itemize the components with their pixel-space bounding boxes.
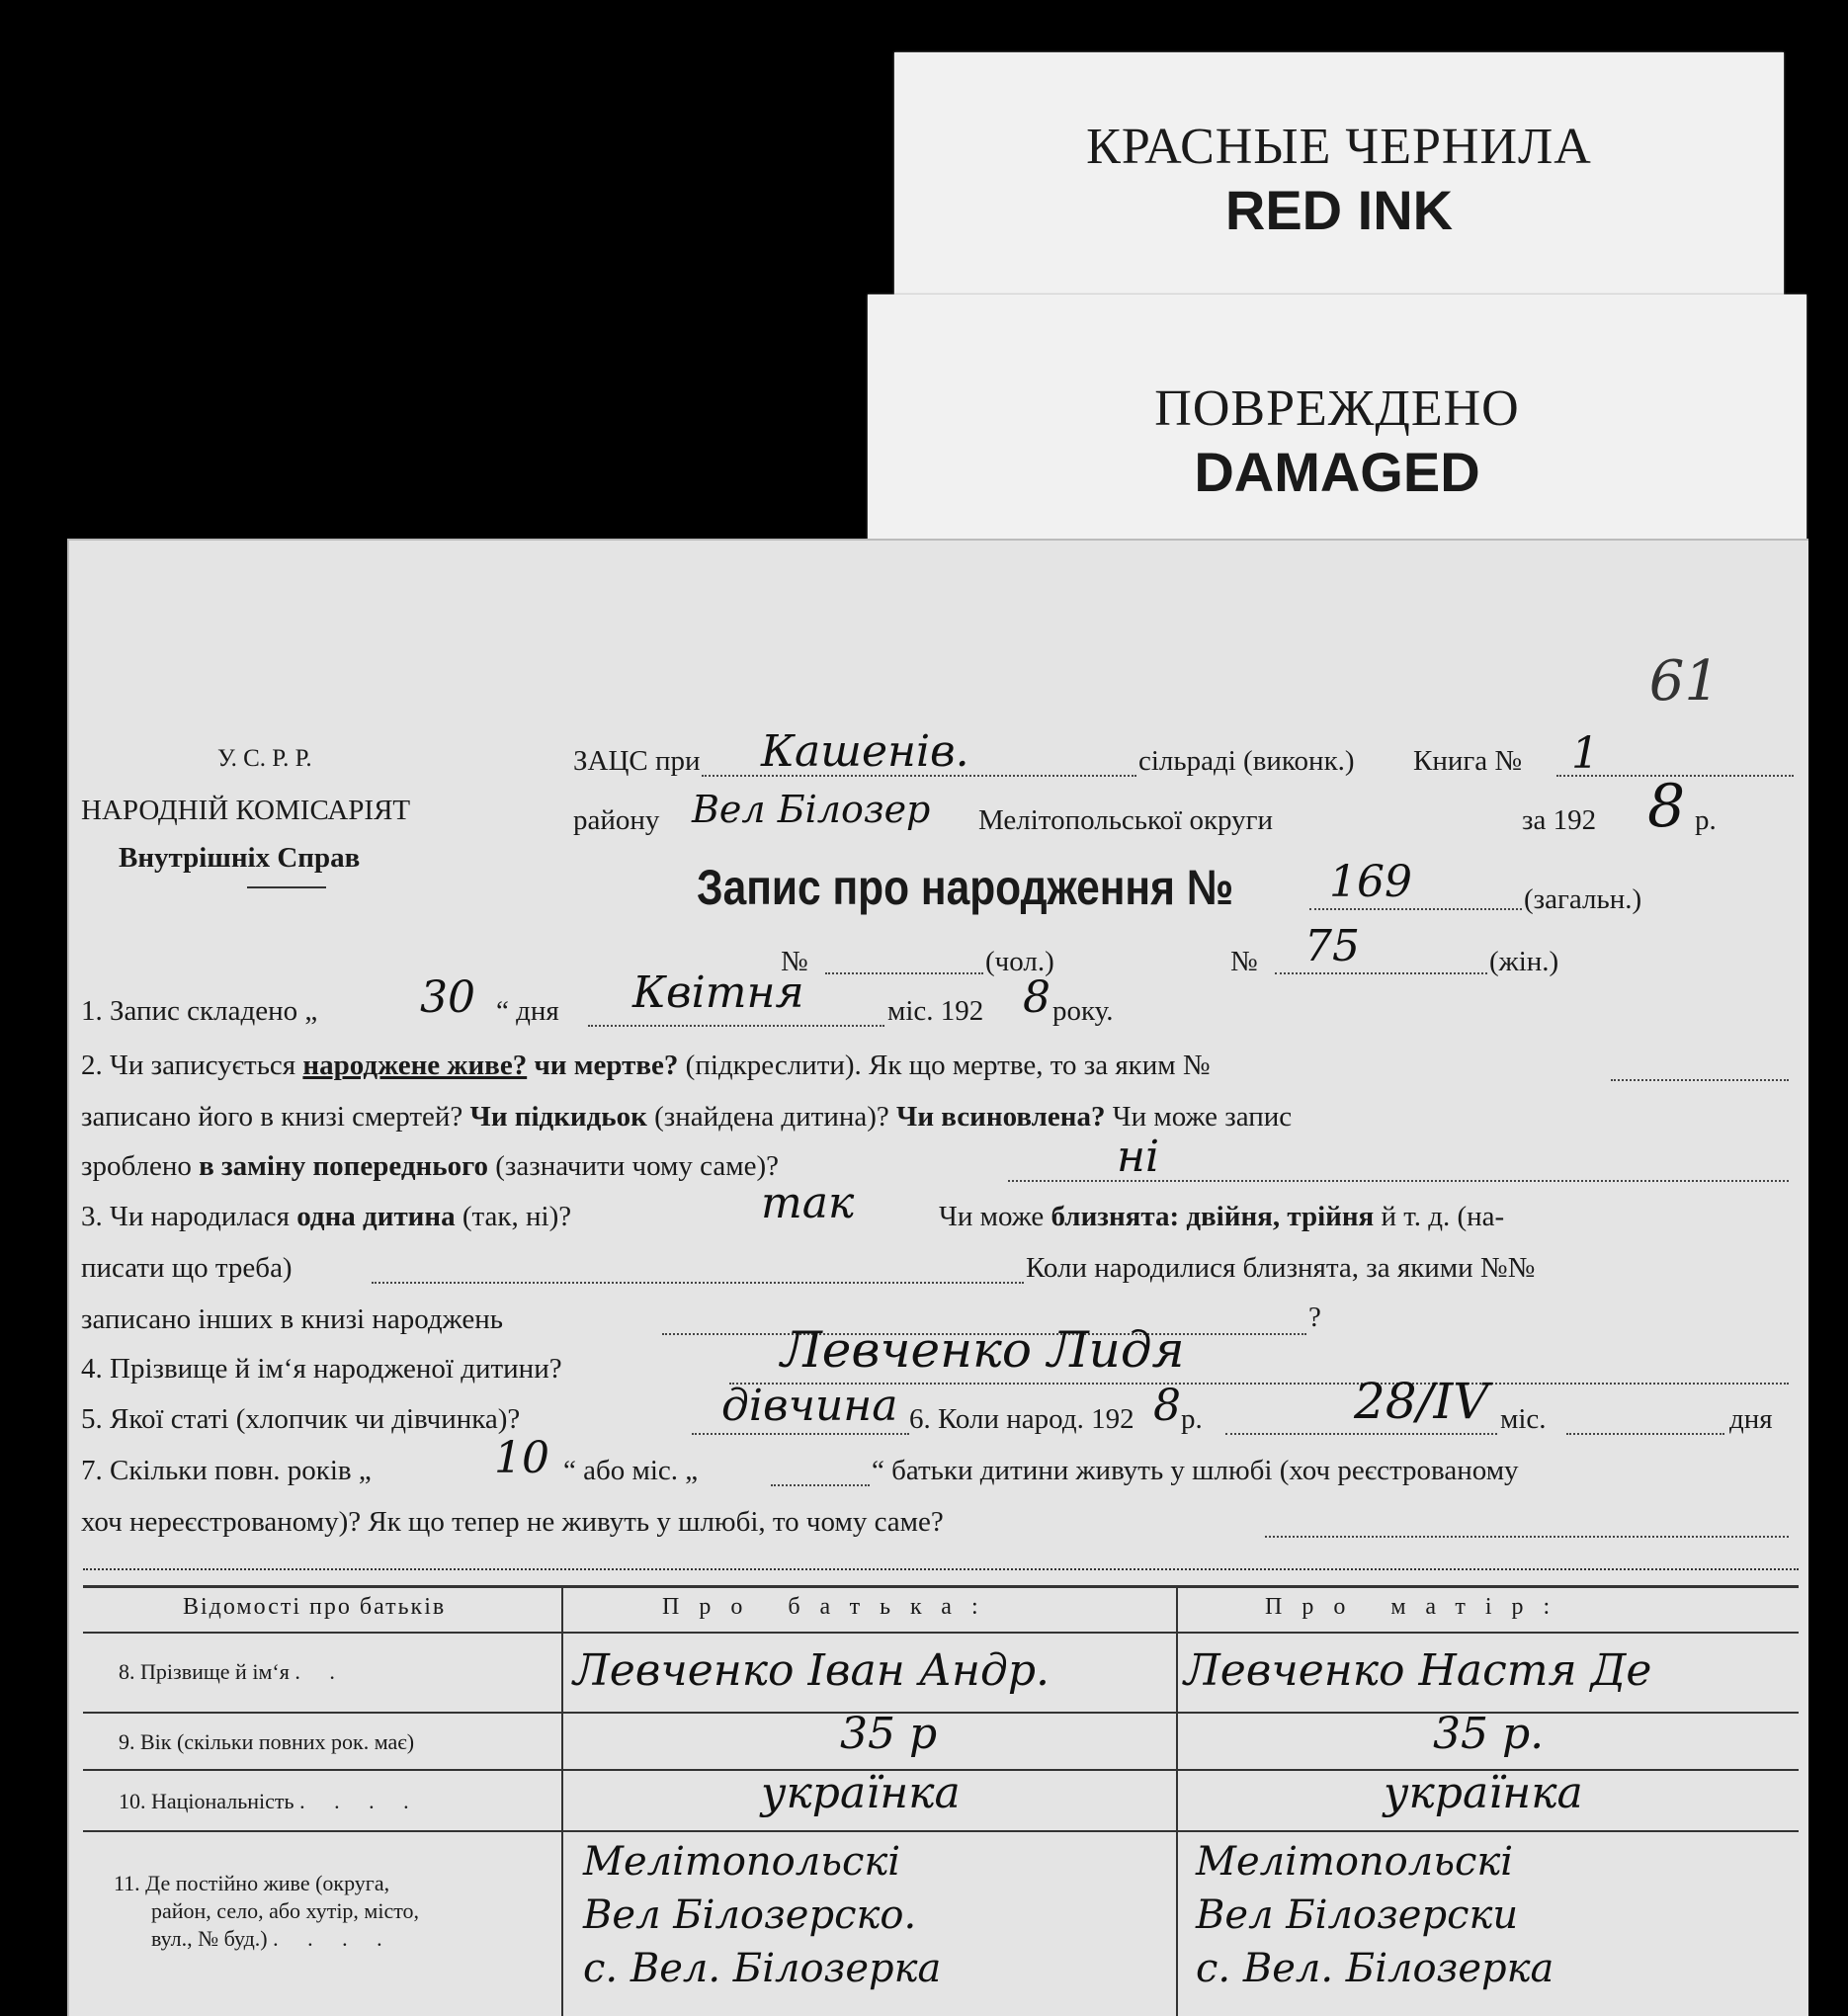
q7-text-c: “ батьки дитини живуть у шлюбі (хоч реєстрованому xyxy=(872,1455,1519,1486)
damaged-label-en: DAMAGED xyxy=(1194,441,1480,503)
q6-date: 28/IV xyxy=(1354,1373,1489,1430)
q5-text-a: 5. Якої статі (хлопчик чи дівчинка)? xyxy=(81,1403,521,1435)
district-year-digit: 8 xyxy=(1647,772,1686,841)
female-number-line xyxy=(1275,972,1487,974)
row10-mother: українка xyxy=(1384,1768,1583,1818)
row11-label-line3: вул., № буд.) . . . . xyxy=(151,1926,394,1951)
district-year-label: за 192 xyxy=(1522,804,1597,836)
red-ink-label-ru: КРАСНЫЕ ЧЕРНИЛА xyxy=(1086,119,1592,175)
table-col-divider-2 xyxy=(1176,1585,1178,2016)
birth-record-form xyxy=(67,539,1808,2016)
table-row10-rule xyxy=(83,1830,1799,1832)
q7-reason-line xyxy=(1265,1536,1789,1538)
damaged-label-ru: ПОВРЕЖДЕНО xyxy=(1154,380,1520,437)
q6-text-a: 6. Коли народ. 192 xyxy=(909,1403,1134,1435)
book-label: Книга № xyxy=(1413,745,1523,777)
row11-mother: Мелітопольскі Вел Білозерски с. Вел. Білозерка xyxy=(1196,1839,1554,1991)
header-rule xyxy=(247,886,326,888)
table-header-rule xyxy=(83,1632,1799,1634)
q1-year-digit: 8 xyxy=(1023,972,1050,1023)
male-number-label: № xyxy=(781,946,808,977)
office-prefix: ЗАЦС при xyxy=(573,745,701,777)
q1-text-b: “ дня xyxy=(496,995,559,1027)
q6-text-b: р. xyxy=(1181,1403,1203,1435)
q2-text-b: записано його в книзі смертей? Чи підкидьок (знайдена дитина)? Чи всиновлена? Чи може запис xyxy=(81,1101,1293,1133)
row9-label: 9. Вік (скільки повних рок. має) xyxy=(119,1729,415,1754)
q6-date-line xyxy=(1225,1433,1497,1435)
q3-text-d: писати що треба) xyxy=(81,1252,293,1284)
row11-father: Мелітопольскі Вел Білозерско. с. Вел. Білозерка xyxy=(583,1839,942,1991)
q5-sex-line xyxy=(692,1433,909,1435)
q6-year-digit: 8 xyxy=(1153,1381,1181,1431)
female-number: 75 xyxy=(1304,921,1360,971)
q2-answer: ні xyxy=(1117,1132,1160,1182)
row8-mother: Левченко Настя Де xyxy=(1184,1645,1652,1696)
q1-month-line xyxy=(588,1025,884,1027)
q1-text-d: року. xyxy=(1052,995,1114,1027)
table-header-info: Відомості про батьків xyxy=(183,1594,447,1620)
q2-text-c: зроблено в заміну попереднього (зазначити чому саме)? xyxy=(81,1150,779,1182)
district-prefix: району xyxy=(573,804,660,836)
village-value: Кашенів. xyxy=(761,726,969,777)
q4-text-a: 4. Прізвище й ім‘я народженої дитини? xyxy=(81,1353,562,1385)
record-number: 169 xyxy=(1329,857,1412,907)
commissariat-title: НАРОДНІЙ КОМІСАРІЯТ xyxy=(81,795,411,826)
q2-text-a: 2. Чи записується народжене живе? чи мертве? (підкреслити). Як що мертве, то за яким № xyxy=(81,1050,1211,1081)
q3-answer: так xyxy=(761,1178,855,1228)
row9-mother: 35 р. xyxy=(1433,1709,1545,1759)
district-year-suffix: р. xyxy=(1695,804,1717,836)
q7-years: 10 xyxy=(494,1433,549,1483)
q4-answer: Левченко Лидя xyxy=(781,1321,1185,1379)
q5-answer: дівчина xyxy=(721,1381,898,1431)
record-number-suffix: (загальн.) xyxy=(1524,883,1642,915)
female-number-label: № xyxy=(1230,946,1258,977)
q1-text-a: 1. Запис складено „ xyxy=(81,995,318,1027)
office-suffix: сільраді (виконк.) xyxy=(1138,745,1355,777)
district-value: Вел Білозер xyxy=(692,788,931,831)
table-top-rule xyxy=(83,1585,1799,1588)
book-number: 1 xyxy=(1571,728,1599,779)
row8-father: Левченко Іван Андр. xyxy=(573,1645,1050,1696)
q2-death-number-line xyxy=(1611,1079,1789,1081)
q3-text-a: 3. Чи народилася одна дитина (так, ні)? xyxy=(81,1201,572,1232)
q3-text-c: Чи може близнята: двійня, трійня й т. д. (на- xyxy=(939,1201,1505,1232)
row10-father: українка xyxy=(761,1768,961,1818)
q2-alive: народжене живе? xyxy=(302,1050,528,1081)
q1-day: 30 xyxy=(420,972,475,1023)
row8-label: 8. Прізвище й ім‘я . . xyxy=(119,1659,347,1684)
q7-text-d: хоч нереєстрованому)? Як що тепер не живуть у шлюбі, то чому саме? xyxy=(81,1506,944,1538)
red-ink-label-card xyxy=(894,52,1784,319)
male-number-line xyxy=(825,972,983,974)
record-title: Запис про народження № xyxy=(697,860,1234,915)
page-number: 61 xyxy=(1648,649,1720,714)
row9-father: 35 р xyxy=(840,1709,938,1759)
q2-dead: чи мертве? xyxy=(534,1050,679,1081)
q6-text-d: дня xyxy=(1729,1403,1773,1435)
q1-month: Квітня xyxy=(632,967,804,1018)
okruha-label: Мелітопольської округи xyxy=(978,804,1274,836)
q7-text-a: 7. Скільки повн. років „ xyxy=(81,1455,372,1486)
table-header-father: Про батька: xyxy=(662,1594,998,1620)
table-header-mother: Про матір: xyxy=(1265,1594,1570,1620)
q7-months-line xyxy=(771,1484,870,1486)
department-title: Внутрішніх Справ xyxy=(119,842,361,874)
female-number-suffix: (жін.) xyxy=(1489,946,1559,977)
male-number-suffix: (чол.) xyxy=(985,946,1054,977)
row11-label: 11. Де постійно живе (округа, район, село, або хутір, місто, вул., № буд.) . . . . xyxy=(114,1871,420,1951)
q6-day-line xyxy=(1566,1433,1724,1435)
q3-twins-line xyxy=(372,1282,1024,1284)
record-number-line xyxy=(1309,908,1522,910)
q6-text-c: міс. xyxy=(1500,1403,1547,1435)
table-col-divider-1 xyxy=(561,1585,563,2016)
red-ink-label-en: RED INK xyxy=(1224,179,1454,241)
q1-text-c: міс. 192 xyxy=(887,995,984,1027)
row10-label: 10. Національність . . . . xyxy=(119,1789,421,1813)
table-top-dotted-rule xyxy=(83,1568,1799,1570)
q3-text-g: ? xyxy=(1308,1302,1321,1333)
q3-text-e: Коли народилися близнята, за якими №№ xyxy=(1026,1252,1536,1284)
q7-text-b: “ або міс. „ xyxy=(563,1455,699,1486)
q3-text-f: записано інших в книзі народжень xyxy=(81,1303,503,1335)
republic-abbrev: У. С. Р. Р. xyxy=(217,745,312,772)
